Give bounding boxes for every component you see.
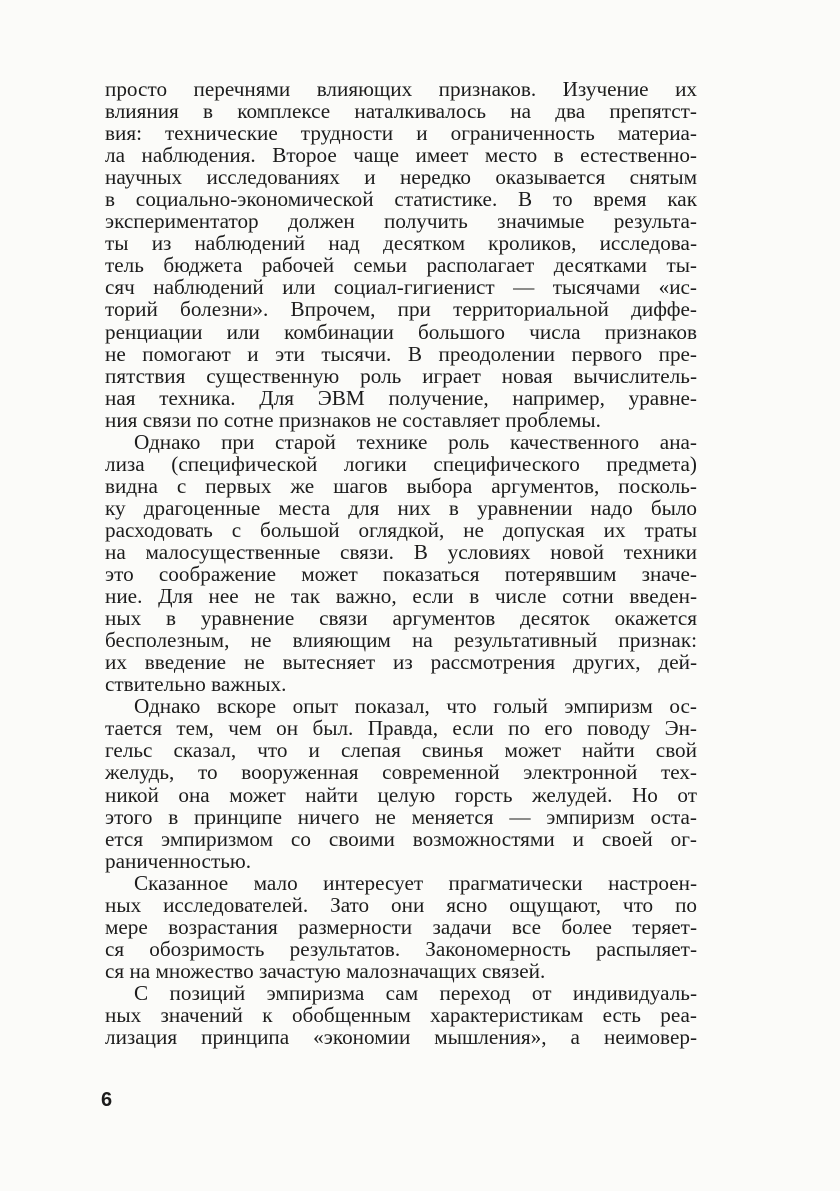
paragraph-4 <box>105 872 697 982</box>
text-line: ся обозримость результатов. Закономерность распыляет- <box>105 936 697 961</box>
text-line: ных исследователей. Зато они ясно ощущают, что по <box>105 892 697 917</box>
text-line: этого в принципе ничего не меняется — эмпиризм оста- <box>105 804 697 829</box>
text-line: Однако вскоре опыт показал, что голый эмпиризм ос- <box>134 694 697 719</box>
text-line: просто перечнями влияющих признаков. Изучение их <box>105 77 697 101</box>
text-line: их введение не вытесняет из рассмотрения других, дей- <box>105 650 697 675</box>
text-line: Сказанное мало интересует прагматически настроен- <box>134 870 697 895</box>
text-line: раниченностью. <box>105 848 251 873</box>
text-line: тается тем, чем он был. Правда, если по его поводу Эн- <box>105 716 697 741</box>
text-line: ная техника. Для ЭВМ получение, например, уравне- <box>105 385 697 410</box>
text-line: ние. Для нее не так важно, если в числе сотни введен- <box>105 584 697 609</box>
text-line: это соображение может показаться потерявшим значе- <box>105 562 697 587</box>
text-line: экспериментатор должен получить значимые результа- <box>105 209 697 234</box>
text-line: С позиций эмпиризма сам переход от индивидуаль- <box>134 980 697 1005</box>
text-line: никой она может найти целую горсть желудей. Но от <box>105 782 697 807</box>
text-line: бесполезным, не влияющим на результативный признак: <box>105 628 697 653</box>
text-line: гельс сказал, что и слепая свинья может найти свой <box>105 738 697 763</box>
text-line: желудь, то вооруженная современной электронной тех- <box>105 760 697 785</box>
text-line: торий болезни». Впрочем, при территориальной диффе- <box>105 297 697 322</box>
body-text <box>105 78 697 1048</box>
text-line: не помогают и эти тысячи. В преодолении первого пре- <box>105 341 697 366</box>
text-line: ствительно важных. <box>105 672 287 697</box>
page-number: 6 <box>101 1089 113 1111</box>
text-line: вия: технические трудности и ограниченность материа- <box>105 121 697 146</box>
text-line: ку драгоценные места для них в уравнении надо было <box>105 495 697 520</box>
text-line: пятствия существенную роль играет новая вычислитель- <box>105 363 697 388</box>
text-line: ся на множество зачастую малозначащих связей. <box>105 958 546 983</box>
text-line: видна с первых же шагов выбора аргументов, посколь- <box>105 473 697 498</box>
text-line: мере возрастания размерности задачи все более теряет- <box>105 914 697 939</box>
paragraph-1 <box>105 78 697 431</box>
text-line: тель бюджета рабочей семьи располагает десятками ты- <box>105 253 697 278</box>
text-line: ния связи по сотне признаков не составляет проблемы. <box>105 407 601 432</box>
text-line: ты из наблюдений над десятком кроликов, исследова- <box>105 231 697 256</box>
text-line: лизация принципа «экономии мышления», а неимовер- <box>105 1025 697 1050</box>
text-line: в социально-экономической статистике. В то время как <box>105 187 697 212</box>
text-line: Однако при старой технике роль качественного ана- <box>134 429 697 454</box>
text-line: научных исследованиях и нередко оказывается снятым <box>105 165 697 190</box>
paragraph-3 <box>105 695 697 871</box>
text-line: на малосущественные связи. В условиях новой техники <box>105 539 697 564</box>
text-line: ных в уравнение связи аргументов десяток окажется <box>105 606 697 631</box>
text-line: лиза (специфической логики специфического предмета) <box>105 451 697 476</box>
text-line: ется эмпиризмом со своими возможностями и своей ог- <box>105 826 697 851</box>
text-line: расходовать с большой оглядкой, не допуская их траты <box>105 517 697 542</box>
text-line: ных значений к обобщенным характеристикам есть реа- <box>105 1002 697 1027</box>
text-line: ренциации или комбинации большого числа признаков <box>105 319 697 344</box>
paragraph-2 <box>105 431 697 696</box>
text-line: ла наблюдения. Второе чаще имеет место в естественно- <box>105 143 697 168</box>
text-line: сяч наблюдений или социал-гигиенист — тысячами «ис- <box>105 275 697 300</box>
text-line: влияния в комплексе наталкивалось на два препятст- <box>105 99 697 124</box>
paragraph-5 <box>105 982 697 1048</box>
